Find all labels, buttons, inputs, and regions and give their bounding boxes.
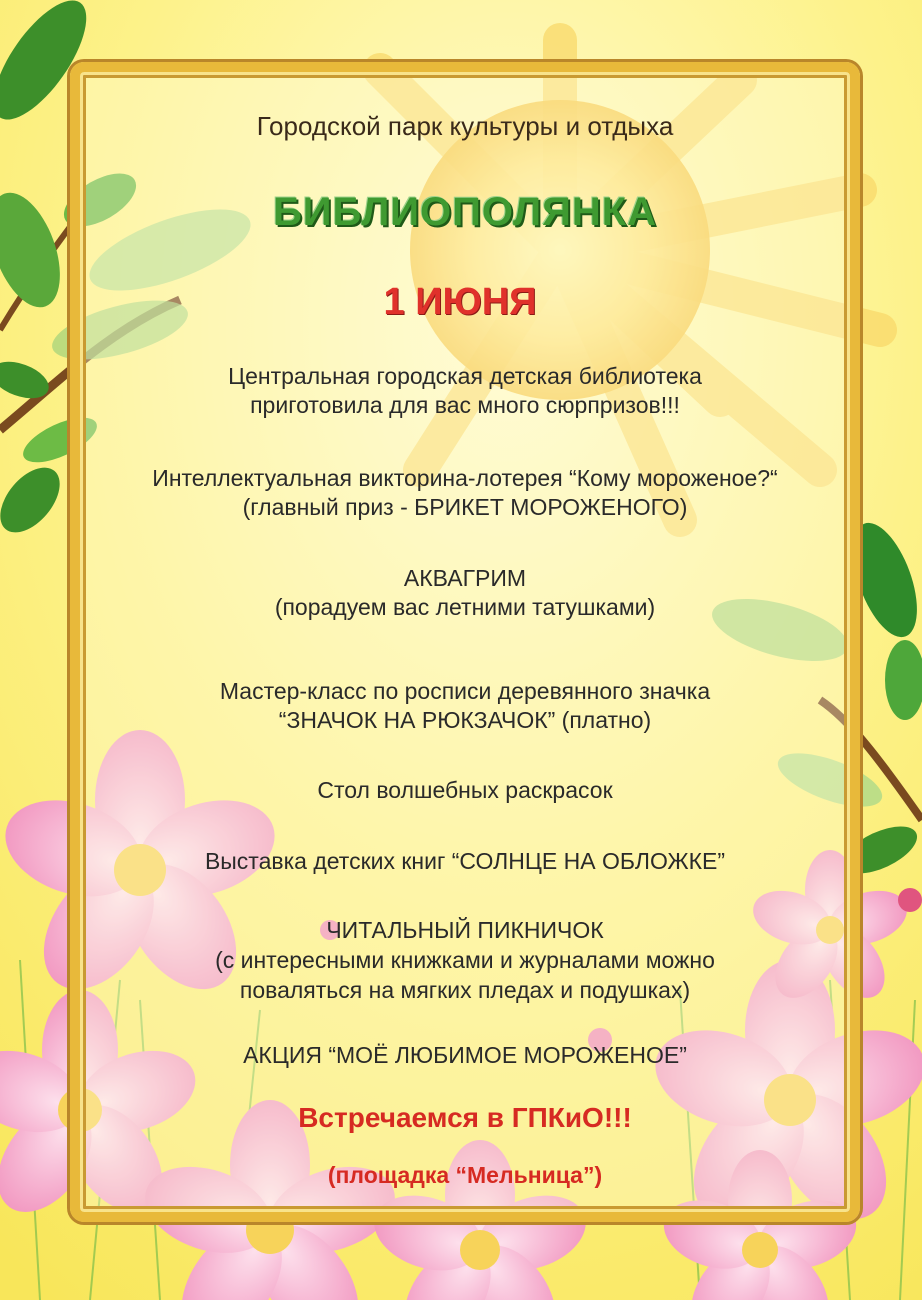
event-title: БИБЛИОПОЛЯНКА [272,190,658,234]
event-item-picnic-note: (с интересными книжками и журналами можно [215,947,715,973]
intro-line: приготовила для вас много сюрпризов!!! [250,392,680,418]
event-item-action: АКЦИЯ “МОЁ ЛЮБИМОЕ МОРОЖЕНОЕ” [243,1042,687,1068]
event-item-aquagrim-note: (порадуем вас летними татушками) [274,594,656,620]
event-item-exhibition: Выставка детских книг “СОЛНЦЕ НА ОБЛОЖКЕ” [204,848,726,874]
intro-line: Центральная городская детская библиотека [228,363,702,389]
location-line: (площадка “Мельница”) [327,1162,603,1188]
closing-line: Встречаемся в ГПКиО!!! [298,1102,632,1133]
park-header: Городской парк культуры и отдыха [256,111,674,141]
event-item-picnic: ЧИТАЛЬНЫЙ ПИКНИЧОК [326,917,604,943]
event-item-picnic-note: поваляться на мягких пледах и подушках) [239,977,691,1003]
event-item-coloring: Стол волшебных раскрасок [317,777,613,803]
event-item-quiz: Интеллектуальная викторина-лотерея “Кому мороженое?“ [152,465,778,491]
event-item-masterclass-note: “ЗНАЧОК НА РЮКЗАЧОК” (платно) [278,707,652,733]
event-item-aquagrim: АКВАГРИМ [403,565,527,591]
event-date: 1 ИЮНЯ [383,281,537,323]
event-item-masterclass: Мастер-класс по росписи деревянного значка [219,678,711,704]
event-item-quiz-note: (главный приз - БРИКЕТ МОРОЖЕНОГО) [242,494,688,520]
